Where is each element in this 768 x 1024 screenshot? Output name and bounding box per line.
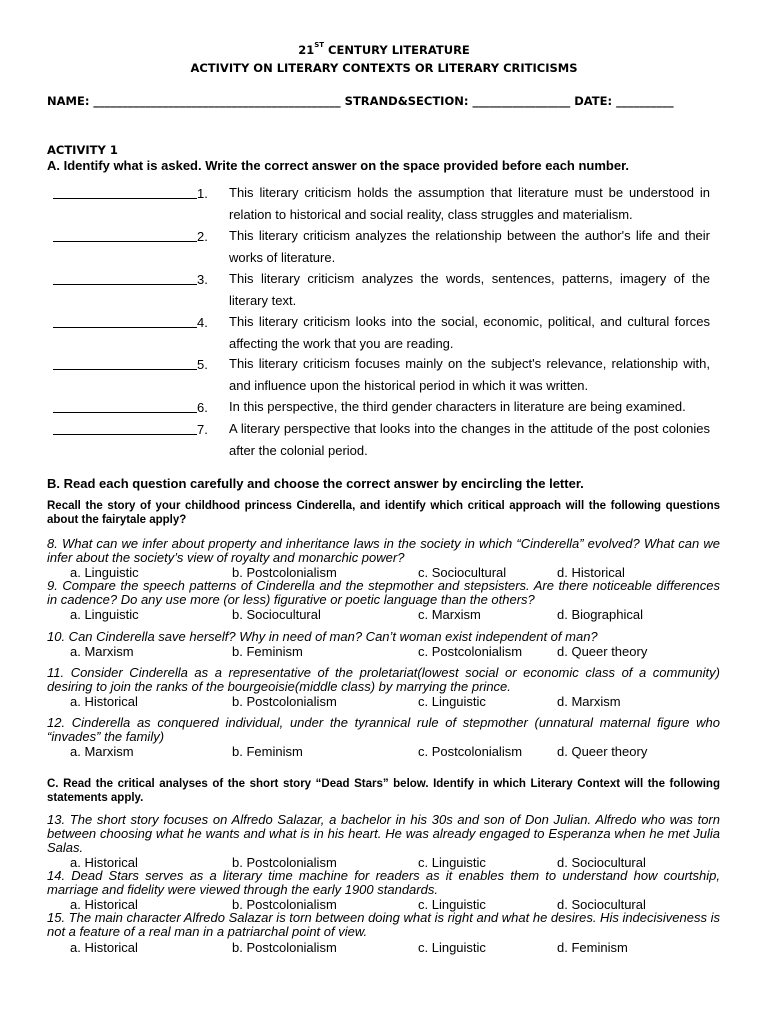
name-strand-date-line: NAME: ___________________________________________ STRAND&SECTION: _________________ DATE: __________ bbox=[47, 94, 674, 108]
choice-c[interactable]: c. Marxism bbox=[418, 607, 481, 622]
question-text: 12. Cinderella as conquered individual, under the tyrannical rule of stepmother (unnatural maternal figure who “invades” the family) bbox=[47, 715, 720, 744]
choice-d[interactable]: d. Historical bbox=[557, 565, 625, 580]
choice-d[interactable]: d. Sociocultural bbox=[557, 897, 646, 912]
section-b-instructions: Recall the story of your childhood princess Cinderella, and identify which critical approach will the following questions about the fairytale apply? bbox=[47, 500, 720, 526]
item-number: 6. bbox=[197, 400, 208, 415]
section-b-heading: B. Read each question carefully and choose the correct answer by encircling the letter. bbox=[47, 476, 584, 491]
choice-a[interactable]: a. Historical bbox=[70, 940, 138, 955]
choice-d[interactable]: d. Sociocultural bbox=[557, 855, 646, 870]
item-number: 7. bbox=[197, 422, 208, 437]
choice-b[interactable]: b. Postcolonialism bbox=[232, 694, 337, 709]
document-title: 21ST CENTURY LITERATURE bbox=[298, 41, 470, 57]
choice-d[interactable]: d. Marxism bbox=[557, 694, 621, 709]
choice-a[interactable]: a. Historical bbox=[70, 897, 138, 912]
choice-a[interactable]: a. Linguistic bbox=[70, 565, 139, 580]
choice-b[interactable]: b. Postcolonialism bbox=[232, 940, 337, 955]
choice-c[interactable]: c. Linguistic bbox=[418, 694, 486, 709]
answer-blank[interactable] bbox=[53, 272, 197, 285]
choice-d[interactable]: d. Queer theory bbox=[557, 644, 648, 659]
choice-c[interactable]: c. Postcolonialism bbox=[418, 744, 523, 759]
question-text: 14. Dead Stars serves as a literary time machine for readers as it enables them to understand how courtship, marriage and fidelity were viewed through the early 1900 standards. bbox=[47, 868, 720, 897]
choice-a[interactable]: a. Linguistic bbox=[70, 607, 139, 622]
item-text: This literary criticism holds the assumption that literature must be understood in relation to historical and social reality, class struggles and materialism. bbox=[229, 185, 710, 222]
answer-blank[interactable] bbox=[53, 186, 197, 199]
choice-c[interactable]: c. Linguistic bbox=[418, 855, 486, 870]
item-number: 1. bbox=[197, 186, 208, 201]
item-number: 4. bbox=[197, 315, 208, 330]
choice-b[interactable]: b. Postcolonialism bbox=[232, 855, 337, 870]
activity-label: ACTIVITY 1 bbox=[47, 143, 118, 157]
question-text: 13. The short story focuses on Alfredo Salazar, a bachelor in his 30s and son of Don Julian. Alfredo who was torn between choosing what he wants and what is in his heart. He was already engaged to Esperanza when he met Julia Salas. bbox=[47, 812, 720, 855]
choice-c[interactable]: c. Linguistic bbox=[418, 940, 486, 955]
answer-blank[interactable] bbox=[53, 400, 197, 413]
choice-b[interactable]: b. Postcolonialism bbox=[232, 565, 337, 580]
item-number: 3. bbox=[197, 272, 208, 287]
question-text: 15. The main character Alfredo Salazar is torn between doing what is right and what he desires. His indecisiveness is not a feature of a real man in a patriarchal point of view. bbox=[47, 910, 720, 939]
answer-blank[interactable] bbox=[53, 229, 197, 242]
choice-a[interactable]: a. Marxism bbox=[70, 644, 134, 659]
item-text: A literary perspective that looks into the changes in the attitude of the post colonies after the colonial period. bbox=[229, 421, 710, 458]
item-text: In this perspective, the third gender characters in literature are being examined. bbox=[229, 399, 686, 414]
item-number: 2. bbox=[197, 229, 208, 244]
answer-blank[interactable] bbox=[53, 357, 197, 370]
choice-d[interactable]: d. Queer theory bbox=[557, 744, 648, 759]
choice-b[interactable]: b. Sociocultural bbox=[232, 607, 321, 622]
choice-c[interactable]: c. Sociocultural bbox=[418, 565, 507, 580]
section-a-heading: A. Identify what is asked. Write the correct answer on the space provided before each number. bbox=[47, 158, 630, 173]
item-text: This literary criticism analyzes the relationship between the author's life and their works of literature. bbox=[229, 228, 710, 265]
choice-d[interactable]: d. Feminism bbox=[557, 940, 628, 955]
choice-b[interactable]: b. Postcolonialism bbox=[232, 897, 337, 912]
choice-c[interactable]: c. Linguistic bbox=[418, 897, 486, 912]
question-text: 11. Consider Cinderella as a representative of the proletariat(lowest social or economic class of a community) desiring to join the ranks of the bourgeoisie(middle class) by marrying the prince. bbox=[47, 665, 720, 694]
section-c-heading: C. Read the critical analyses of the short story “Dead Stars” below. Identify in which Literary Context will the following statements apply. bbox=[47, 778, 720, 804]
question-text: 8. What can we infer about property and inheritance laws in the society in which “Cinderella” evolved? What can we infer about the society’s view of royalty and monarchic power? bbox=[47, 536, 720, 565]
document-subtitle: ACTIVITY ON LITERARY CONTEXTS OR LITERARY CRITICISMS bbox=[190, 61, 578, 75]
question-text: 9. Compare the speech patterns of Cinderella and the stepmother and stepsisters. Are there noticeable differences in cadence? Do any use more (or less) figurative or poetic language than the others? bbox=[47, 578, 720, 607]
choice-c[interactable]: c. Postcolonialism bbox=[418, 644, 523, 659]
choice-a[interactable]: a. Marxism bbox=[70, 744, 134, 759]
choice-a[interactable]: a. Historical bbox=[70, 855, 138, 870]
choice-a[interactable]: a. Historical bbox=[70, 694, 138, 709]
choice-b[interactable]: b. Feminism bbox=[232, 744, 303, 759]
question-text: 10. Can Cinderella save herself? Why in need of man? Can’t woman exist independent of man? bbox=[47, 629, 598, 644]
answer-blank[interactable] bbox=[53, 422, 197, 435]
item-text: This literary criticism looks into the social, economic, political, and cultural forces affecting the work that you are reading. bbox=[229, 314, 710, 351]
item-number: 5. bbox=[197, 357, 208, 372]
choice-d[interactable]: d. Biographical bbox=[557, 607, 643, 622]
item-text: This literary criticism focuses mainly on the subject's relevance, relationship with, and influence upon the historical period in which it was written. bbox=[229, 356, 710, 393]
choice-b[interactable]: b. Feminism bbox=[232, 644, 303, 659]
item-text: This literary criticism analyzes the words, sentences, patterns, imagery of the literary text. bbox=[229, 271, 710, 308]
answer-blank[interactable] bbox=[53, 315, 197, 328]
